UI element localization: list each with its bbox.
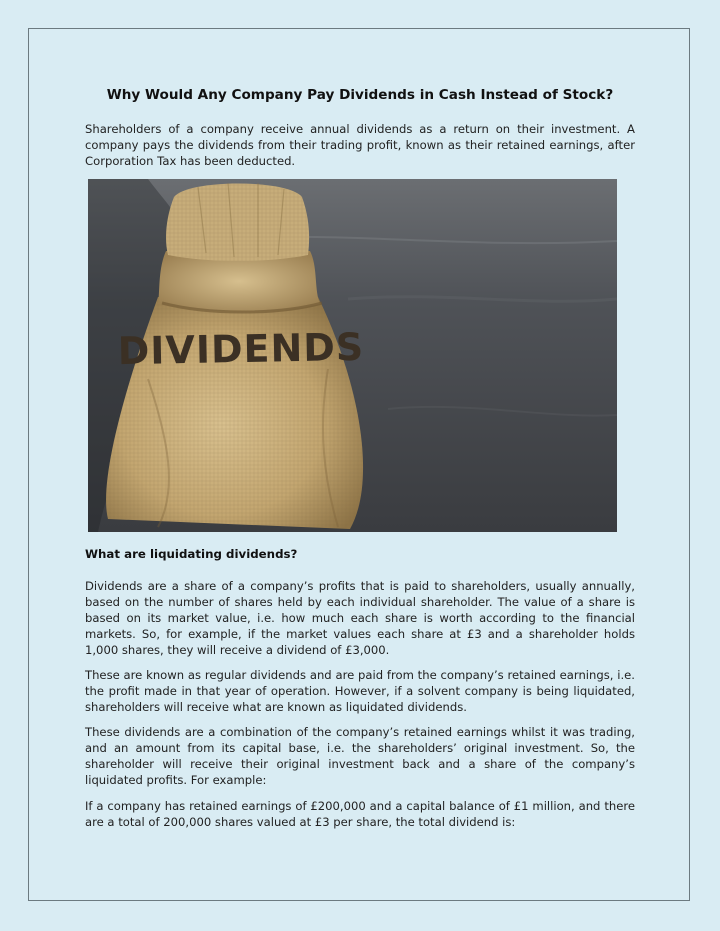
- body-paragraph-1: Dividends are a share of a company’s profits that is paid to shareholders, usually annually, based on the number of shares held by each individual shareholder. The value of a share is based on its market value, i.e. how much each share is worth according to the financial markets. So, for example, if the market values each share at £3 and a shareholder holds 1,000 shares, they will receive a dividend of £3,000.: [85, 579, 635, 657]
- body-paragraph-2: These are known as regular dividends and are paid from the company’s retained earnings, i.e. the profit made in that year of operation. However, if a solvent company is being liquidated, shareholders will receive what are known as liquidated dividends.: [85, 668, 635, 714]
- bag-label-text: DIVIDENDS: [117, 324, 365, 374]
- article-title: Why Would Any Company Pay Dividends in Cash Instead of Stock?: [106, 87, 614, 103]
- dividends-bag-photo: [88, 179, 617, 532]
- section-heading: What are liquidating dividends?: [85, 547, 298, 561]
- intro-paragraph: Shareholders of a company receive annual dividends as a return on their investment. A company pays the dividends from their trading profit, known as their retained earnings, after Corporation Tax has been deducted.: [85, 122, 635, 168]
- body-paragraph-4: If a company has retained earnings of £200,000 and a capital balance of £1 million, and there are a total of 200,000 shares valued at £3 per share, the total dividend is:: [85, 799, 635, 829]
- document-page: [28, 28, 690, 901]
- body-paragraph-3: These dividends are a combination of the company’s retained earnings whilst it was trading, and an amount from its capital base, i.e. the shareholders’ original investment. So, the shareholder will receive their original investment back and a share of the company’s liquidated profits. For example:: [85, 725, 635, 787]
